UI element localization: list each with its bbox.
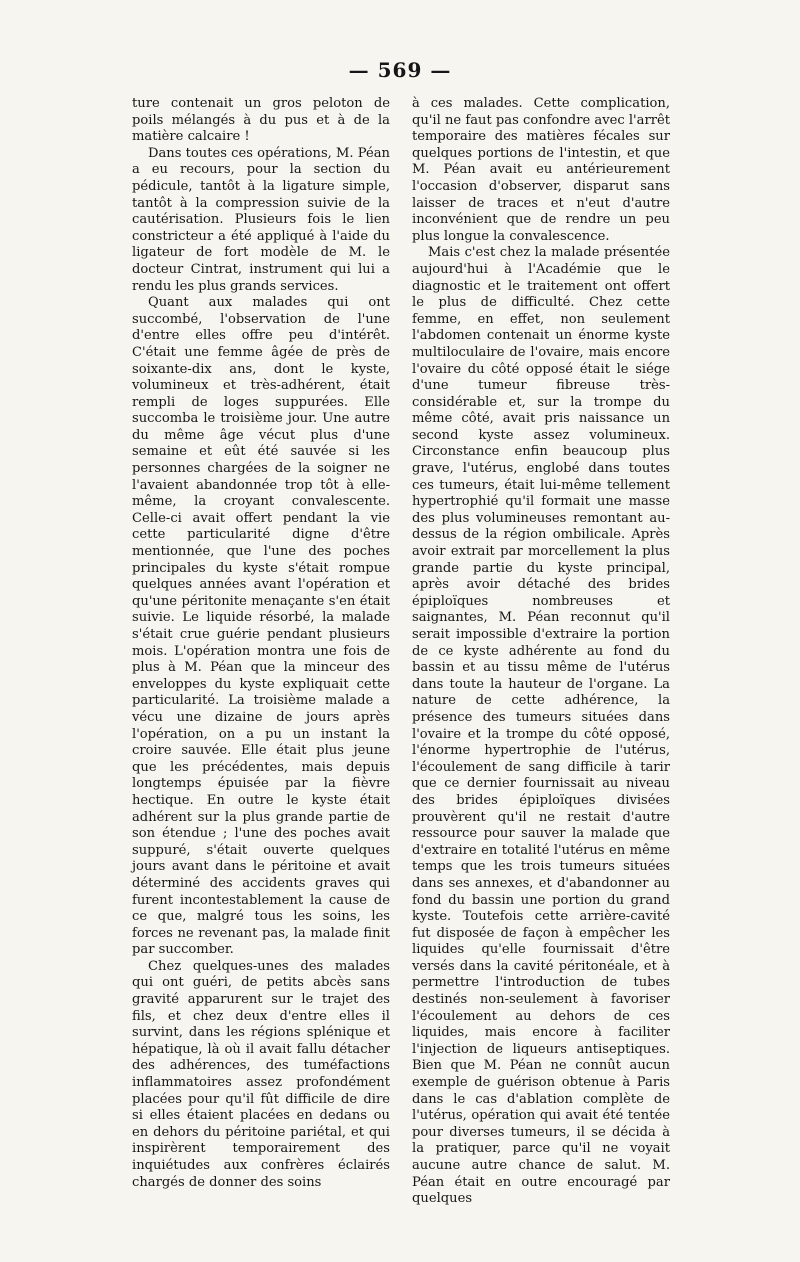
left-column: [132, 96, 390, 1191]
paragraph: ture contenait un gros peloton de poils mélangés à du pus et à de la matière calcaire !: [132, 96, 390, 145]
paragraph: Mais c'est chez la malade présentée aujourd'hui à l'Académie que le diagnostic et le traitement ont offert le plus de difficulté. Chez cette femme, en effet, non seulement l'abdomen contenait un énorme kyste multiloculaire de l'ovaire, mais encore l'ovaire du côté opposé était le siége d'une tumeur fibreuse très-considérable et, sur la trompe du même côté, avait pris naissance un second kyste assez volumineux. Circonstance enfin beaucoup plus grave, l'utérus, englobé dans toutes ces tumeurs, était lui-même tellement hypertrophié qu'il formait une masse des plus volumineuses remontant au-dessus de la région ombilicale. Après avoir extrait par morcellement la plus grande partie du kyste principal, après avoir détaché des brides épiploïques nombreuses et saignantes, M. Péan reconnut qu'il serait impossible d'extraire la portion de ce kyste adhérente au fond du bassin et au tissu même de l'utérus dans toute la hauteur de l'organe. La nature de cette adhérence, la présence des tumeurs situées dans l'ovaire et la trompe du côté opposé, l'énorme hypertrophie de l'utérus, l'écoulement de sang difficile à tarir que ce dernier fournissait au niveau des brides épiploïques divisées prouvèrent qu'il ne restait d'autre ressource pour sauver la malade que d'extraire en totalité l'utérus en même temps que les trois tumeurs situées dans ses annexes, et d'abandonner au fond du bassin une portion du grand kyste. Toutefois cette arrière-cavité fut disposée de façon à empêcher les liquides qu'elle fournissait d'être versés dans la cavité péritonéale, et à permettre l'introduction de tubes destinés non-seulement à favoriser l'écoulement au dehors de ces liquides, mais encore à faciliter l'injection de liqueurs antiseptiques. Bien que M. Péan ne connût aucun exemple de guérison obtenue à Paris dans le cas d'ablation complète de l'utérus, opération qui avait été tentée pour diverses tumeurs, il se décida à la pratiquer, parce qu'il ne voyait aucune autre chance de salut. M. Péan était en outre encouragé par quelques: [412, 245, 670, 1207]
right-column: [412, 96, 670, 1208]
page-number: — 569 —: [348, 58, 452, 82]
paragraph: Chez quelques-unes des malades qui ont guéri, de petits abcès sans gravité apparurent sur le trajet des fils, et chez deux d'entre elles il survint, dans les régions splénique et hépatique, là où il avait fallu détacher des adhérences, des tuméfactions inflammatoires assez profondément placées pour qu'il fût difficile de dire si elles étaient placées en dedans ou en dehors du péritoine pariétal, et qui inspirèrent temporairement des inquiétudes aux confrères éclairés chargés de donner des soins: [132, 958, 390, 1190]
paragraph: Dans toutes ces opérations, M. Péan a eu recours, pour la section du pédicule, tantôt à la ligature simple, tantôt à la compression suivie de la cautérisation. Plusieurs fois le lien constricteur a été appliqué à l'aide du ligateur de fort modèle de M. le docteur Cintrat, instrument qui lui a rendu les plus grands services.: [132, 145, 390, 294]
paragraph: Quant aux malades qui ont succombé, l'observation de l'une d'entre elles offre peu d'intérêt. C'était une femme âgée de près de soixante-dix ans, dont le kyste, volumineux et très-adhérent, était rempli de loges suppurées. Elle succomba le troisième jour. Une autre du même âge vécut plus d'une semaine et eût été sauvée si les personnes chargées de la soigner ne l'avaient abandonnée trop tôt à elle-même, la croyant convalescente. Celle-ci avait offert pendant la vie cette particularité digne d'être mentionnée, que l'une des poches principales du kyste s'était rompue quelques années avant l'opération et qu'une péritonite menaçante s'en était suivie. Le liquide résorbé, la malade s'était crue guérie pendant plusieurs mois. L'opération montra une fois de plus à M. Péan que la minceur des enveloppes du kyste expliquait cette particularité. La troisième malade a vécu une dizaine de jours après l'opération, on a pu un instant la croire sauvée. Elle était plus jeune que les précédentes, mais depuis longtemps épuisée par la fièvre hectique. En outre le kyste était adhérent sur la plus grande partie de son étendue ; l'une des poches avait suppuré, s'était ouverte quelques jours avant dans le péritoine et avait déterminé des accidents graves qui furent incontestablement la cause de ce que, malgré tous les soins, les forces ne revenant pas, la malade finit par succomber.: [132, 295, 390, 958]
paragraph: à ces malades. Cette complication, qu'il ne faut pas confondre avec l'arrêt temporaire des matières fécales sur quelques portions de l'intestin, et que M. Péan avait eu antérieurement l'occasion d'observer, disparut sans laisser de traces et n'eut d'autre inconvénient que de rendre un peu plus longue la convalescence.: [412, 96, 670, 244]
